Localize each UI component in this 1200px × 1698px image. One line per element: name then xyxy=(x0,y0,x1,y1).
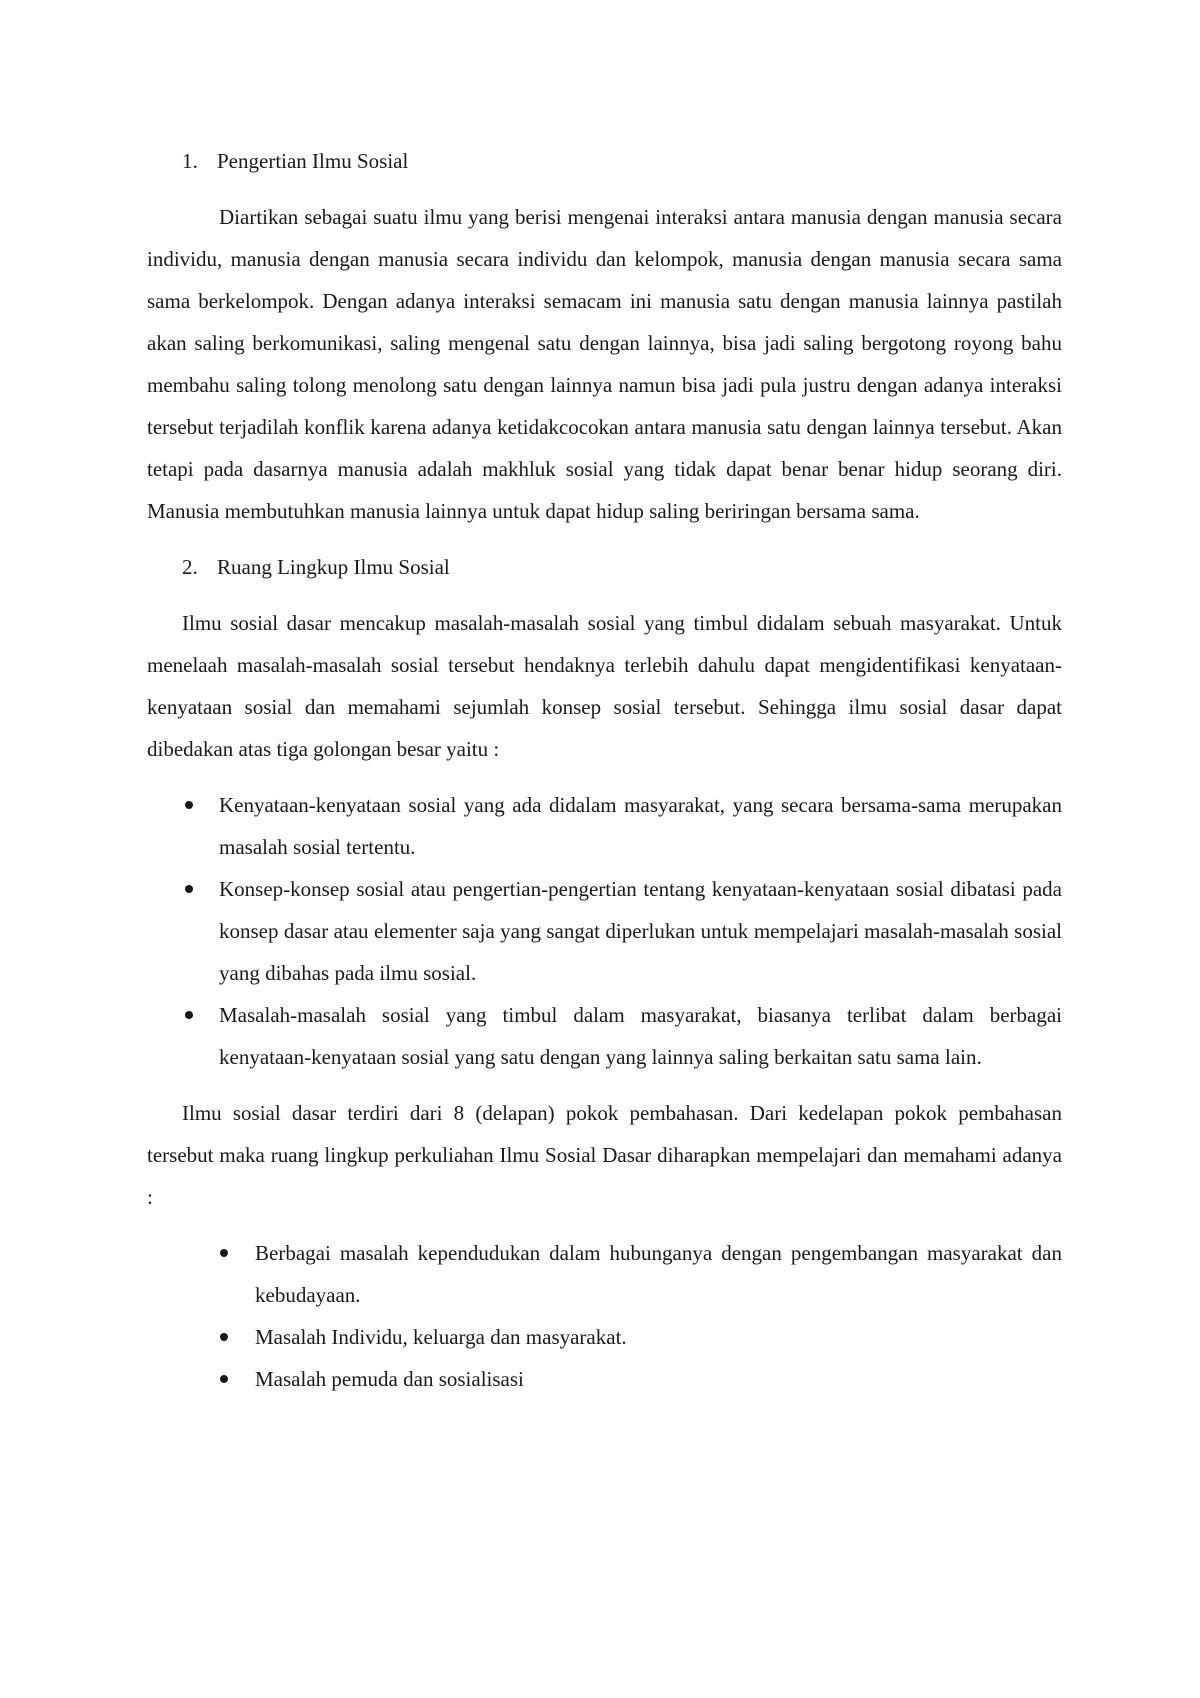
list-item-text: Masalah pemuda dan sosialisasi xyxy=(255,1367,524,1391)
list-item-text: Masalah-masalah sosial yang timbul dalam masyarakat, biasanya terlibat dalam berbagai kenyataan-kenyataan sosial yang satu dengan yang lainnya saling berkaitan satu sama lain. xyxy=(219,1003,1062,1069)
bullet-icon xyxy=(185,1011,193,1019)
section-title: Ruang Lingkup Ilmu Sosial xyxy=(217,555,450,579)
list-item xyxy=(147,1358,1062,1400)
bullet-icon xyxy=(220,1249,228,1257)
bullet-icon xyxy=(185,885,193,893)
bullet-list xyxy=(147,784,1062,1078)
bullet-list xyxy=(147,1232,1062,1400)
section-number: 2. xyxy=(182,555,198,579)
section-paragraph: Ilmu sosial dasar terdiri dari 8 (delapan) pokok pembahasan. Dari kedelapan pokok pembahasan tersebut maka ruang lingkup perkuliahan Ilmu Sosial Dasar diharapkan mempelajari dan memahami adanya : xyxy=(147,1101,1062,1209)
list-item xyxy=(147,784,1062,868)
bullet-icon xyxy=(185,801,193,809)
list-item xyxy=(147,994,1062,1078)
bullet-icon xyxy=(220,1333,228,1341)
list-item xyxy=(147,1232,1062,1316)
document-page xyxy=(147,140,1062,1414)
section-heading-1 xyxy=(147,140,1062,182)
list-item-text: Berbagai masalah kependudukan dalam hubunganya dengan pengembangan masyarakat dan kebudayaan. xyxy=(255,1241,1062,1307)
list-item xyxy=(147,1316,1062,1358)
section-paragraph: Ilmu sosial dasar mencakup masalah-masalah sosial yang timbul didalam sebuah masyarakat. Untuk menelaah masalah-masalah sosial tersebut hendaknya terlebih dahulu dapat mengidentifikasi kenyataan-kenyataan sosial dan memahami sejumlah konsep sosial tersebut. Sehingga ilmu sosial dasar dapat dibedakan atas tiga golongan besar yaitu : xyxy=(147,611,1062,761)
section-number: 1. xyxy=(182,149,198,173)
list-item-text: Konsep-konsep sosial atau pengertian-pengertian tentang kenyataan-kenyataan sosial dibatasi pada konsep dasar atau elementer saja yang sangat diperlukan untuk mempelajari masalah-masalah sosial yang dibahas pada ilmu sosial. xyxy=(219,877,1062,985)
list-item-text: Masalah Individu, keluarga dan masyarakat. xyxy=(255,1325,627,1349)
section-title: Pengertian Ilmu Sosial xyxy=(217,149,409,173)
section-paragraph: Diartikan sebagai suatu ilmu yang berisi mengenai interaksi antara manusia dengan manusia secara individu, manusia dengan manusia secara individu dan kelompok, manusia dengan manusia secara sama sama berkelompok. Dengan adanya interaksi semacam ini manusia satu dengan manusia lainnya pastilah akan saling berkomunikasi, saling mengenal satu dengan lainnya, bisa jadi saling bergotong royong bahu membahu saling tolong menolong satu dengan lainnya namun bisa jadi pula justru dengan adanya interaksi tersebut terjadilah konflik karena adanya ketidakcocokan antara manusia satu dengan lainnya tersebut. Akan tetapi pada dasarnya manusia adalah makhluk sosial yang tidak dapat benar benar hidup seorang diri. Manusia membutuhkan manusia lainnya untuk dapat hidup saling beriringan bersama sama. xyxy=(147,205,1062,523)
section-heading-2 xyxy=(147,546,1062,588)
list-item xyxy=(147,868,1062,994)
bullet-icon xyxy=(220,1375,228,1383)
list-item-text: Kenyataan-kenyataan sosial yang ada didalam masyarakat, yang secara bersama-sama merupakan masalah sosial tertentu. xyxy=(219,793,1062,859)
